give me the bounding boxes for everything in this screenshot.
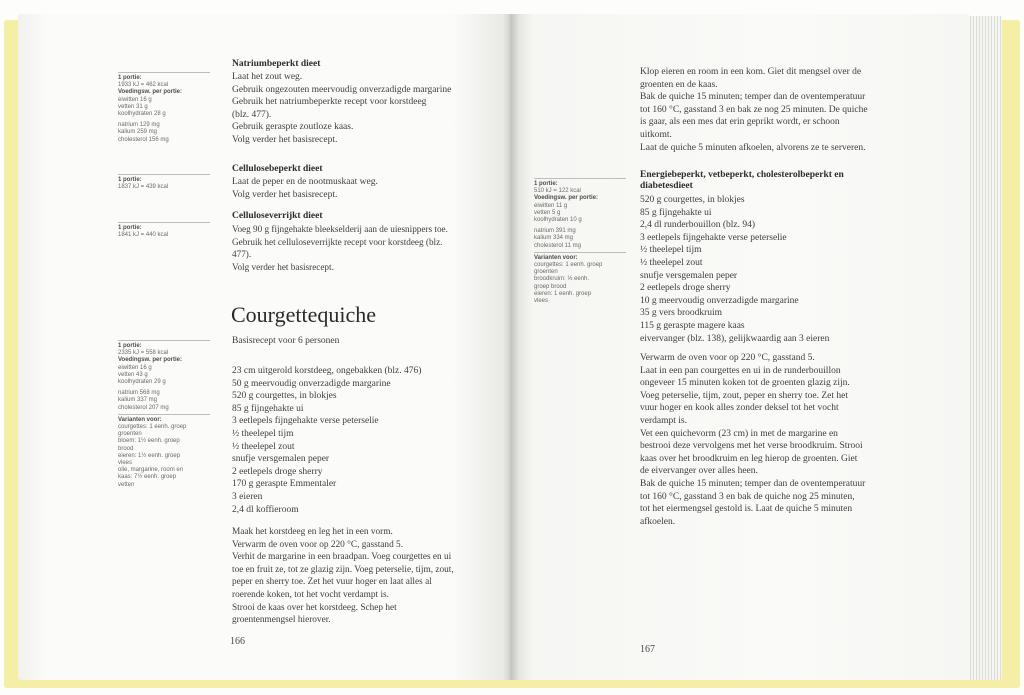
sidebar-rule	[534, 252, 626, 253]
ingredient-item: 115 g geraspte magere kaas	[640, 320, 745, 331]
right-page	[510, 14, 970, 680]
ingredient-item: 10 g meervoudig onverzadigde margarine	[640, 295, 799, 306]
ingredient-item: ½ theelepel zout	[640, 257, 703, 268]
variant-item: broodkruim: ⅓ eenh.	[534, 276, 590, 283]
page-number-left: 166	[230, 636, 245, 647]
ingredient-item: 3 eetlepels fijngehakte verse peterselie	[232, 416, 379, 427]
variant-item: vlees	[534, 298, 549, 305]
variants-label: Varianten voor:	[534, 254, 578, 261]
method-line: tot 160 °C, gasstand 3 en bak de quiche nog 25 minuten,	[640, 491, 855, 502]
page-number-right: 167	[640, 644, 655, 655]
method-line: tot het eiermengsel gestold is. Laat de quiche 5 minuten	[640, 504, 853, 515]
variant-item: groep brood	[534, 283, 567, 290]
nutrition-label: Voedingsw. per portie:	[118, 89, 183, 96]
ingredient-item: 2,4 dl koffieroom	[232, 504, 299, 515]
sidebar-rule	[118, 414, 210, 415]
text-line: Laat het zout weg.	[232, 72, 303, 82]
variant-item: kaas: 7½ eenh. groep	[118, 474, 177, 481]
ingredient-item: 2 eetlepels droge sherry	[232, 466, 323, 477]
portion-label: 1 portie:	[118, 75, 142, 81]
nutrient-item: eiwitten 11 g	[534, 202, 568, 209]
ingredient-item: 170 g geraspte Emmentaler	[232, 479, 337, 490]
method-line: kaas over het broodkruim en leg hierop de groenten. Giet	[640, 453, 858, 464]
energy-value: 1841 kJ = 440 kcal	[118, 232, 169, 239]
variant-item: vetten	[118, 481, 135, 488]
nutrient-item: koolhydraten 10 g	[534, 217, 582, 224]
text-line: Laat de peper en de nootmuskaat weg.	[232, 177, 378, 187]
mineral-item: kalium 334 mg	[534, 235, 574, 242]
ingredient-item: eivervanger (blz. 138), gelijkwaardig aan 3 eieren	[640, 333, 830, 344]
ingredient-item: ½ theelepel zout	[232, 441, 295, 452]
energy-value: 1933 kJ = 462 kcal	[118, 82, 169, 89]
ingredient-item: ½ theelepel tijm	[640, 245, 702, 256]
text-line: Gebruik ongezouten meervoudig onverzadigde margarine	[232, 84, 452, 95]
method-line: ongeveer 15 minuten koken tot de groenten glazig zijn.	[640, 378, 850, 389]
nutrient-item: koolhydraten 29 g	[118, 379, 166, 386]
energy-value: 2335 kJ = 558 kcal	[118, 350, 169, 357]
text-line: Gebruik het celluloseverrijkte recept voor korstdeeg (blz.	[232, 236, 443, 247]
text-line: Gebruik geraspte zoutloze kaas.	[232, 122, 354, 133]
ingredient-item: 85 g fijngehakte ui	[232, 403, 304, 414]
recipe-method	[232, 526, 454, 627]
diet-ingredients	[640, 194, 829, 345]
mineral-item: kalium 337 mg	[118, 397, 158, 404]
method-line: Strooi de kaas over het korstdeeg. Schep het	[232, 602, 397, 613]
method-line: Voeg peterselie, tijm, zout, peper en sherry toe. Zet het	[640, 390, 848, 401]
cellulose-verrijkt-sidebar	[118, 222, 210, 239]
diet-heading	[640, 170, 844, 192]
text-line: (blz. 477).	[232, 109, 272, 120]
variant-item: courgettes: 1 eenh. groep	[118, 424, 187, 431]
energy-value: 1837 kJ = 439 kcal	[118, 184, 169, 191]
text-line: tot 160 °C, gasstand 3 en bak ze nog 25 minuten. De quiche	[640, 104, 868, 115]
cellulose-beperkt-text	[232, 176, 378, 201]
variant-item: courgettes: 1 eenh. groep	[534, 262, 603, 269]
cellulose-verrijkt-heading: Celluloseverrijkt dieet	[232, 211, 323, 221]
mineral-item: natrium 391 mg	[534, 228, 576, 235]
left-page	[18, 14, 512, 680]
nutrient-item: eiwitten 16 g	[118, 364, 152, 371]
heading-line: Energiebeperkt, vetbeperkt, cholesterolbeperkt en	[640, 170, 844, 180]
portion-label: 1 portie:	[118, 225, 142, 231]
energy-value: 510 kJ = 122 kcal	[534, 188, 581, 195]
ingredient-item: 2 eetlepels droge sherry	[640, 283, 731, 294]
diet-nutrition-sidebar	[534, 178, 626, 305]
method-line: toe en fruit ze, tot ze glazig zijn. Voeg peterselie, tijm, zout,	[232, 564, 454, 575]
method-line: Verwarm de oven voor op 220 °C, gasstand 5.	[232, 539, 404, 550]
text-line: groenten en de kaas.	[640, 79, 718, 90]
ingredient-item: snufje versgemalen peper	[232, 454, 330, 465]
text-line: Laat de quiche 5 minuten afkoelen, alvorens ze te serveren.	[640, 142, 866, 153]
ingredient-item: 3 eetlepels fijngehakte verse peterselie	[640, 232, 787, 243]
cellulose-beperkt-sidebar	[118, 174, 210, 191]
text-line: Voeg 90 g fijngehakte bleekselderij aan de uiesnippers toe.	[232, 224, 448, 234]
method-line: de eivervanger over alles heen.	[640, 466, 758, 477]
method-line: peper en sherry toe. Zet het vuur hoger en laat alles al	[232, 577, 432, 588]
text-line: uitkomt.	[640, 129, 672, 140]
method-line: groentenmengsel hierover.	[232, 615, 331, 626]
method-line: roerende koken, tot het vocht verdampt is.	[232, 589, 389, 600]
sidebar-rule	[118, 72, 210, 73]
text-line: Volg verder het basisrecept.	[232, 134, 338, 145]
cellulose-beperkt-heading: Cellulosebeperkt dieet	[232, 164, 323, 174]
mineral-item: natrium 129 mg	[118, 122, 160, 129]
natrium-diet-text	[232, 71, 451, 147]
nutrient-item: vetten 31 g	[118, 103, 148, 110]
ingredient-item: 2,4 dl runderbouillon (blz. 94)	[640, 220, 756, 231]
intro-text	[640, 66, 868, 154]
method-line: Bak de quiche 15 minuten; temper dan de oventemperatuur	[640, 478, 866, 489]
diet-method	[640, 352, 865, 528]
recipe-subtitle: Basisrecept voor 6 personen	[232, 336, 340, 346]
method-line: verdampt is.	[640, 415, 687, 426]
heading-line: diabetesdieet	[640, 181, 693, 191]
sidebar-rule	[118, 222, 210, 223]
portion-label: 1 portie:	[118, 343, 142, 349]
ingredient-item: 50 g meervoudig onverzadigde margarine	[232, 378, 391, 389]
sidebar-rule	[534, 178, 626, 179]
variant-item: olie, margarine, room en	[118, 467, 184, 474]
recipe-title: Courgettequiche	[231, 302, 376, 327]
portion-label: 1 portie:	[534, 181, 558, 187]
mineral-item: cholesterol 207 mg	[118, 404, 169, 411]
ingredient-item: 520 g courgettes, in blokjes	[232, 391, 337, 402]
ingredient-item: ½ theelepel tijm	[232, 428, 294, 439]
variant-item: eieren: 1 eenh. groep	[534, 290, 592, 297]
recipe-ingredients	[232, 365, 421, 516]
variant-item: groenten	[118, 431, 142, 438]
ingredient-item: 35 g vers broodkruim	[640, 308, 723, 319]
variant-item: vlees	[118, 460, 133, 467]
method-line: Verhit de margarine in een braadpan. Voeg courgettes en ui	[232, 552, 452, 563]
recipe-nutrition-sidebar	[118, 340, 210, 489]
sidebar-rule	[118, 174, 210, 175]
variants-label: Varianten voor:	[118, 416, 162, 423]
method-line: Laat in een pan courgettes en ui in de runderbouillon	[640, 365, 841, 376]
method-line: Vet een quichevorm (23 cm) in met de margarine en	[640, 428, 838, 439]
text-line: 477).	[232, 249, 252, 260]
mineral-item: cholesterol 11 mg	[534, 242, 581, 249]
nutrient-item: vetten 5 g	[534, 209, 561, 216]
natrium-diet-heading: Natriumbeperkt dieet	[232, 59, 321, 69]
variant-item: brood	[118, 445, 134, 452]
text-line: Bak de quiche 15 minuten; temper dan de oventemperatuur	[640, 92, 866, 103]
method-line: Verwarm de oven voor op 220 °C, gasstand 5.	[640, 353, 815, 363]
cellulose-verrijkt-text	[232, 223, 448, 273]
text-line: is gaar, als een mes dat erin geprikt wordt, er schoon	[640, 117, 840, 128]
method-line: vuur hoger en kook alles zonder deksel tot het vocht	[640, 403, 839, 414]
page-stack-edge	[968, 16, 1002, 680]
mineral-item: cholesterol 156 mg	[118, 136, 169, 143]
nutrition-label: Voedingsw. per portie:	[118, 357, 183, 364]
nutrient-item: eiwitten 16 g	[118, 96, 152, 103]
natrium-nutrition-sidebar	[118, 72, 210, 144]
mineral-item: kalium 259 mg	[118, 129, 158, 136]
ingredient-item: 23 cm uitgerold korstdeeg, ongebakken (blz. 476)	[232, 366, 422, 376]
method-line: bestrooi deze vervolgens met het verse broodkruim. Strooi	[640, 441, 863, 452]
method-line: afkoelen.	[640, 516, 676, 527]
book-gutter	[503, 14, 519, 680]
ingredient-item: 520 g courgettes, in blokjes	[640, 195, 745, 205]
variant-item: bloem: 1½ eenh. groep	[118, 438, 180, 445]
nutrition-label: Voedingsw. per portie:	[534, 195, 599, 202]
nutrient-item: koolhydraten 28 g	[118, 111, 166, 118]
variant-item: groenten	[534, 269, 558, 276]
variant-item: eieren: 1½ eenh. groep	[118, 452, 181, 459]
portion-label: 1 portie:	[118, 177, 142, 183]
method-line: Maak het korstdeeg en leg het in een vorm.	[232, 527, 393, 537]
text-line: Klop eieren en room in een kom. Giet dit mengsel over de	[640, 67, 862, 77]
text-line: Gebruik het natriumbeperkte recept voor korstdeeg	[232, 97, 427, 108]
sidebar-rule	[118, 340, 210, 341]
ingredient-item: snufje versgemalen peper	[640, 270, 738, 281]
ingredient-item: 85 g fijngehakte ui	[640, 207, 712, 218]
ingredient-item: 3 eieren	[232, 491, 263, 502]
mineral-item: natrium 568 mg	[118, 390, 160, 397]
text-line: Volg verder het basisrecept.	[232, 261, 334, 272]
text-line: Volg verder het basisrecept.	[232, 189, 338, 200]
nutrient-item: vetten 43 g	[118, 371, 148, 378]
